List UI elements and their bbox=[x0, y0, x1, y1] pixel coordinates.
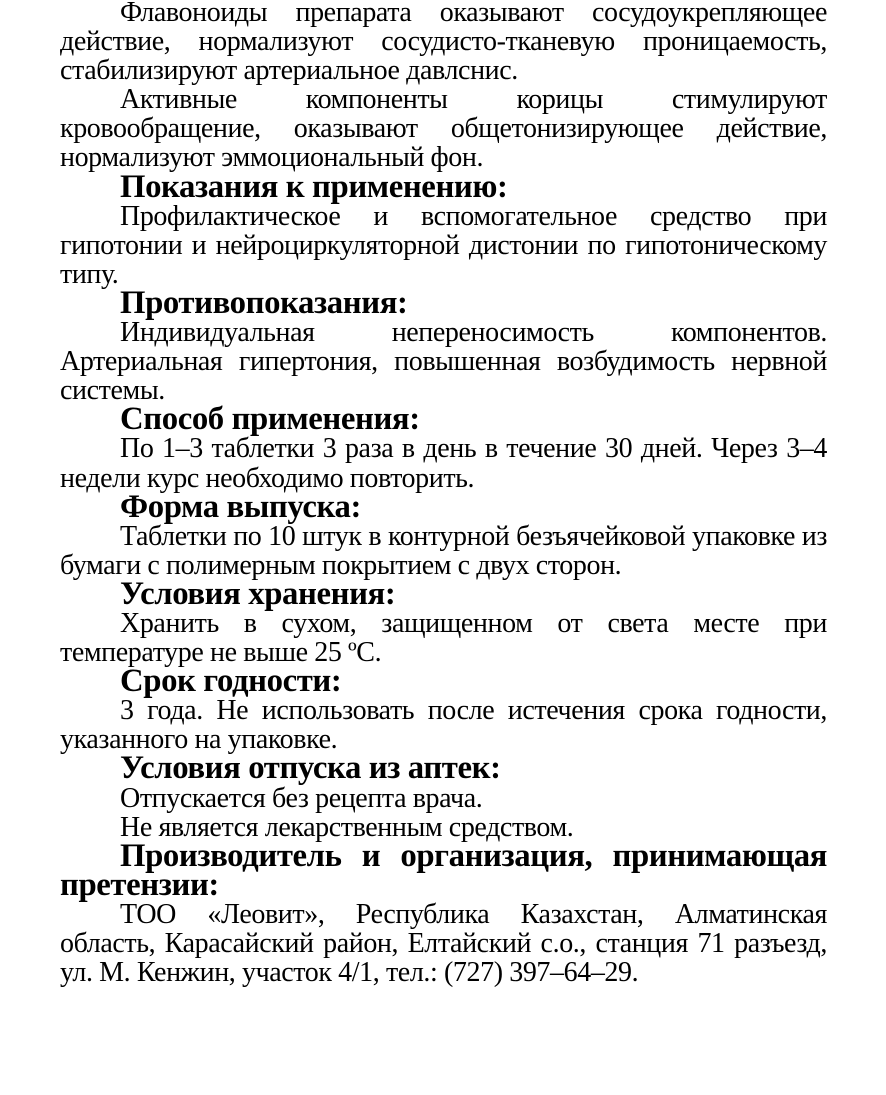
paragraph-release-form: Таблетки по 10 штук в контурной безъячейковой упаковке из бумаги с полимерным покрытием с двух сторон. bbox=[60, 520, 827, 581]
heading-shelf-life: Срок годности: bbox=[120, 663, 342, 700]
paragraph-indications: Профилактическое и вспомогательное средство при гипотонии и нейроциркуляторной дистонии по гипотоническому типу. bbox=[60, 200, 827, 290]
heading-storage: Условия хранения: bbox=[120, 575, 396, 612]
heading-manufacturer: Производитель и организация, принимающая претензии: bbox=[60, 837, 827, 903]
paragraph-cinnamon: Активные компоненты корицы стимулируют кровообращение, оказывают общетонизирующее действие, нормализуют эммоциональный фон. bbox=[60, 84, 827, 174]
paragraph-contraindications: Индивидуальная непереносимость компонентов. Артериальная гипертония, повышенная возбудимость нервной системы. bbox=[60, 317, 827, 407]
heading-dosage: Способ применения: bbox=[120, 401, 420, 438]
document-page bbox=[60, 0, 827, 987]
paragraph-storage: Хранить в сухом, защищенном от света месте при температуре не выше 25 ºС. bbox=[60, 607, 827, 669]
heading-dispensing: Условия отпуска из аптек: bbox=[120, 750, 501, 787]
heading-release-form: Форма выпуска: bbox=[120, 488, 361, 525]
heading-indications: Показания к применению: bbox=[120, 168, 508, 205]
paragraph-dispensing-2: Не является лекарственным средством. bbox=[120, 811, 574, 843]
paragraph-dosage: По 1–3 таблетки 3 раза в день в течение 30 дней. Через 3–4 недели курс необходимо повторить. bbox=[60, 433, 827, 494]
paragraph-dispensing-1: Отпускается без рецепта врача. bbox=[120, 782, 483, 814]
paragraph-flavonoids: Флавоноиды препарата оказывают сосудоукрепляющее действие, нормализуют сосудисто-тканевую проницаемость, стабилизируют артериальное давлснис. bbox=[60, 0, 827, 87]
heading-contraindications: Противопоказания: bbox=[120, 284, 408, 321]
paragraph-shelf-life: 3 года. Не использовать после истечения срока годности, указанного на упаковке. bbox=[60, 695, 827, 756]
paragraph-manufacturer: ТОО «Леовит», Республика Казахстан, Алматинская область, Карасайский район, Елтайский с.о., станция 71 разъезд, ул. М. Кенжин, участок 4/1, тел.: (727) 397–64–29. bbox=[60, 898, 827, 989]
